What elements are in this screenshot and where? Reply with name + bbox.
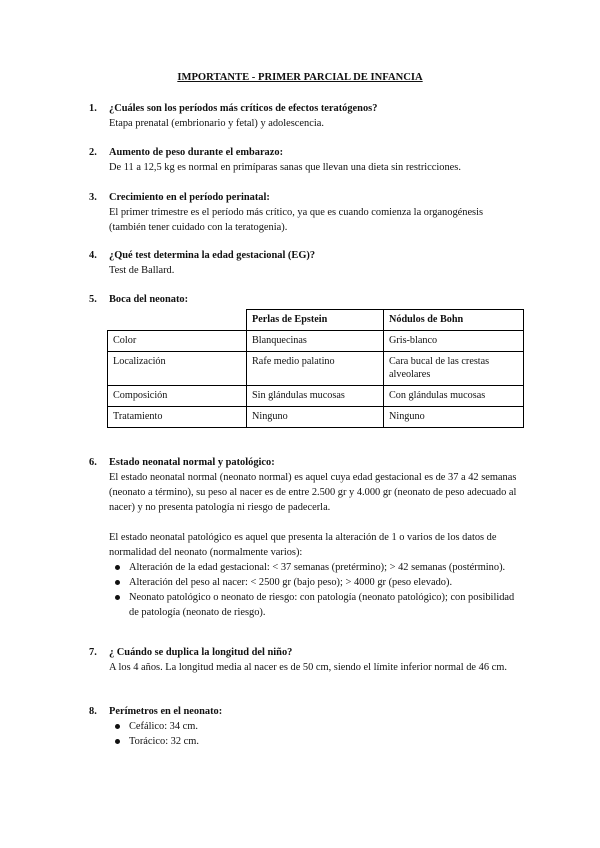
answer-body — [109, 719, 519, 749]
table-header-cell: Nódulos de Bohn — [384, 310, 524, 331]
table-header-row — [108, 310, 524, 331]
list-item: Alteración del peso al nacer: < 2500 gr (bajo peso); > 4000 gr (peso elevado). — [109, 575, 519, 590]
table-cell: Rafe medio palatino — [247, 352, 384, 386]
question-number: 1. — [89, 103, 97, 114]
question-number: 2. — [89, 147, 97, 158]
question-number: 3. — [89, 192, 97, 203]
list-item: Alteración de la edad gestacional: < 37 semanas (pretérmino); > 42 semanas (postérmino). — [109, 560, 519, 575]
question-text: Perímetros en el neonato: — [109, 706, 223, 717]
question-text: Estado neonatal normal y patológico: — [109, 457, 275, 468]
table-row — [108, 407, 524, 428]
table-header-cell: Perlas de Epstein — [247, 310, 384, 331]
answer-text: A los 4 años. La longitud media al nacer es de 50 cm, siendo el límite inferior normal de 46 cm. — [109, 662, 507, 673]
question-text: Boca del neonato: — [109, 294, 189, 305]
table-cell: Con glándulas mucosas — [384, 386, 524, 407]
question-number: 7. — [89, 647, 97, 658]
question-7 — [89, 645, 519, 675]
answer-text: Etapa prenatal (embrionario y fetal) y adolescencia. — [109, 118, 324, 129]
table-cell: Cara bucal de las crestas alveolares — [384, 352, 524, 386]
bullet-list — [109, 719, 519, 749]
table-cell: Blanquecinas — [247, 331, 384, 352]
question-text: Crecimiento en el período perinatal: — [109, 192, 270, 203]
bullet-list — [109, 560, 519, 620]
table-row — [108, 331, 524, 352]
question-5 — [89, 292, 519, 307]
table-cell: Localización — [108, 352, 247, 386]
question-text: ¿Cuáles son los períodos más críticos de efectos teratógenos? — [109, 103, 378, 114]
table-cell: Composición — [108, 386, 247, 407]
question-1 — [89, 101, 519, 131]
table-cell: Color — [108, 331, 247, 352]
question-4 — [89, 248, 519, 278]
table-cell: Sin glándulas mucosas — [247, 386, 384, 407]
answer-text: De 11 a 12,5 kg es normal en primíparas sanas que llevan una dieta sin restricciones. — [109, 162, 461, 173]
question-6 — [89, 455, 519, 620]
question-3 — [89, 190, 519, 235]
question-text: ¿ Cuándo se duplica la longitud del niño? — [109, 647, 293, 658]
answer-paragraph: El estado neonatal normal (neonato normal) es aquel cuya edad gestacional es de 37 a 42 semanas (neonato a término), su peso al nacer es de entre 2.500 gr y 4.000 gr (neonato de peso adecuado al nacer) y no presenta patología ni riesgo de padecerla. — [109, 472, 517, 513]
table-cell: Ninguno — [384, 407, 524, 428]
table-cell: Tratamiento — [108, 407, 247, 428]
document-title: IMPORTANTE - PRIMER PARCIAL DE INFANCIA — [177, 72, 423, 83]
table-cell: Gris-blanco — [384, 331, 524, 352]
table-header-cell — [108, 310, 247, 331]
table-row — [108, 386, 524, 407]
question-2 — [89, 145, 519, 175]
table-row — [108, 352, 524, 386]
question-text: ¿Qué test determina la edad gestacional (EG)? — [109, 250, 316, 261]
list-item: Cefálico: 34 cm. — [109, 719, 519, 734]
question-number: 8. — [89, 706, 97, 717]
answer-paragraph: El estado neonatal patológico es aquel que presenta la alteración de 1 o varios de los datos de normalidad del neonato (normalmente varios): — [109, 532, 497, 558]
table-cell: Ninguno — [247, 407, 384, 428]
mouth-comparison-table — [107, 309, 524, 428]
question-text: Aumento de peso durante el embarazo: — [109, 147, 284, 158]
question-number: 4. — [89, 250, 97, 261]
question-number: 6. — [89, 457, 97, 468]
question-number: 5. — [89, 294, 97, 305]
answer-text: El primer trimestre es el período más crítico, ya que es cuando comienza la organogénesis (también tener cuidado con la teratogenia). — [109, 207, 484, 233]
question-8 — [89, 704, 519, 749]
list-item: Torácico: 32 cm. — [109, 734, 519, 749]
list-item: Neonato patológico o neonato de riesgo: con patología (neonato patológico); con posibilidad de patología (neonato de riesgo). — [109, 590, 519, 620]
answer-text: Test de Ballard. — [109, 265, 175, 276]
answer-body — [109, 470, 519, 620]
